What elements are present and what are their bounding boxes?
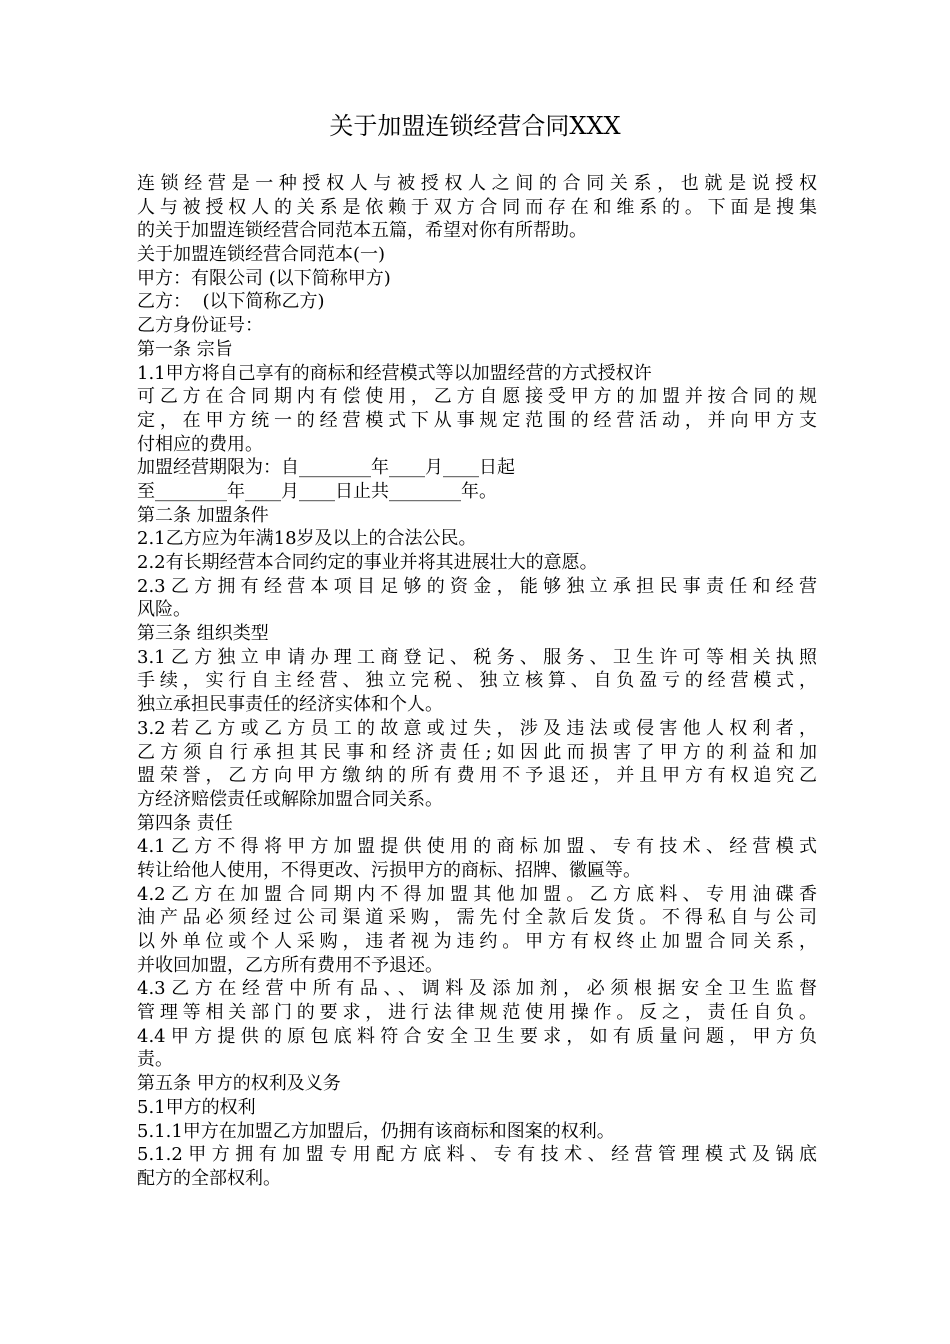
text-line: 第三条 组织类型 — [137, 623, 269, 645]
text-line: 4.1乙方不得将甲方加盟提供使用的商标加盟、专有技术、经营模式 — [137, 836, 817, 858]
text-line: 乙方身份证号： — [137, 315, 263, 337]
text-line: 连锁经营是一种授权人与被授权人之间的合同关系，也就是说授权 — [137, 173, 817, 194]
text-line: 责。 — [137, 1049, 173, 1071]
text-line: 4.4甲方提供的原包底料符合安全卫生要求，如有质量问题，甲方负 — [137, 1025, 817, 1047]
text-line: 乙方： (以下简称乙方) — [137, 291, 325, 313]
text-line: 并收回加盟，乙方所有费用不予退还。 — [137, 954, 443, 976]
text-line: 1.1甲方将自己享有的商标和经营模式等以加盟经营的方式授权许 — [137, 362, 652, 384]
document-title: 关于加盟连锁经营合同XXX — [329, 112, 621, 140]
text-line: 4.3乙方在经营中所有品、、调料及添加剂，必须根据安全卫生监督 — [137, 978, 817, 1000]
text-line: 人与被授权人的关系是依赖于双方合同而存在和维系的。下面是搜集 — [137, 196, 817, 218]
text-line: 3.1乙方独立申请办理工商登记、税务、服务、卫生许可等相关执照 — [137, 646, 817, 668]
text-line: 管理等相关部门的要求，进行法律规范使用操作。反之，责任自负。 — [137, 1002, 817, 1024]
text-line: 关于加盟连锁经营合同范本(一) — [137, 244, 386, 266]
text-line: 至________年____月____日止共________年。 — [137, 480, 497, 502]
text-line: 5.1甲方的权利 — [137, 1096, 256, 1118]
text-line: 第五条 甲方的权利及义务 — [137, 1073, 341, 1095]
text-line: 2.3乙方拥有经营本项目足够的资金，能够独立承担民事责任和经营 — [137, 575, 817, 597]
text-line: 加盟经营期限为：自________年____月____日起 — [137, 457, 515, 479]
text-line: 的关于加盟连锁经营合同范本五篇，希望对你有所帮助。 — [137, 220, 587, 242]
text-line: 定，在甲方统一的经营模式下从事规定范围的经营活动，并向甲方支 — [137, 409, 817, 431]
text-line: 风险。 — [137, 599, 191, 621]
text-line: 2.2有长期经营本合同约定的事业并将其进展壮大的意愿。 — [137, 552, 598, 573]
text-line: 以外单位或个人采购，违者视为违约。甲方有权终止加盟合同关系， — [137, 931, 817, 952]
text-line: 4.2乙方在加盟合同期内不得加盟其他加盟。乙方底料、专用油碟香 — [137, 883, 817, 905]
text-line: 配方的全部权利。 — [137, 1167, 281, 1189]
text-line: 2.1乙方应为年满18岁及以上的合法公民。 — [137, 528, 477, 550]
text-line: 甲方：有限公司 (以下简称甲方) — [137, 267, 391, 289]
text-line: 乙方须自行承担其民事和经济责任;如因此而损害了甲方的利益和加 — [137, 741, 817, 763]
text-line: 5.1.1甲方在加盟乙方加盟后，仍拥有该商标和图案的权利。 — [137, 1120, 615, 1142]
text-line: 独立承担民事责任的经济实体和个人。 — [137, 694, 443, 716]
text-line: 盟荣誉，乙方向甲方缴纳的所有费用不予退还，并且甲方有权追究乙 — [137, 765, 817, 787]
text-line: 转让给他人使用，不得更改、污损甲方的商标、招牌、徽匾等。 — [137, 859, 641, 881]
text-line: 第一条 宗旨 — [137, 338, 233, 360]
text-line: 3.2若乙方或乙方员工的故意或过失，涉及违法或侵害他人权利者， — [137, 717, 817, 739]
text-line: 油产品必须经过公司渠道采购，需先付全款后发货。不得私自与公司 — [137, 907, 817, 929]
text-line: 第二条 加盟条件 — [137, 504, 269, 526]
text-line: 可乙方在合同期内有偿使用，乙方自愿接受甲方的加盟并按合同的规 — [137, 386, 817, 408]
text-line: 手续，实行自主经营、独立完税、独立核算、自负盈亏的经营模式， — [137, 670, 817, 692]
text-line: 5.1.2甲方拥有加盟专用配方底料、专有技术、经营管理模式及锅底 — [137, 1144, 817, 1166]
text-line: 第四条 责任 — [137, 812, 233, 834]
text-line: 方经济赔偿责任或解除加盟合同关系。 — [137, 788, 443, 810]
document-body — [137, 172, 817, 1191]
text-line: 付相应的费用。 — [137, 433, 263, 455]
